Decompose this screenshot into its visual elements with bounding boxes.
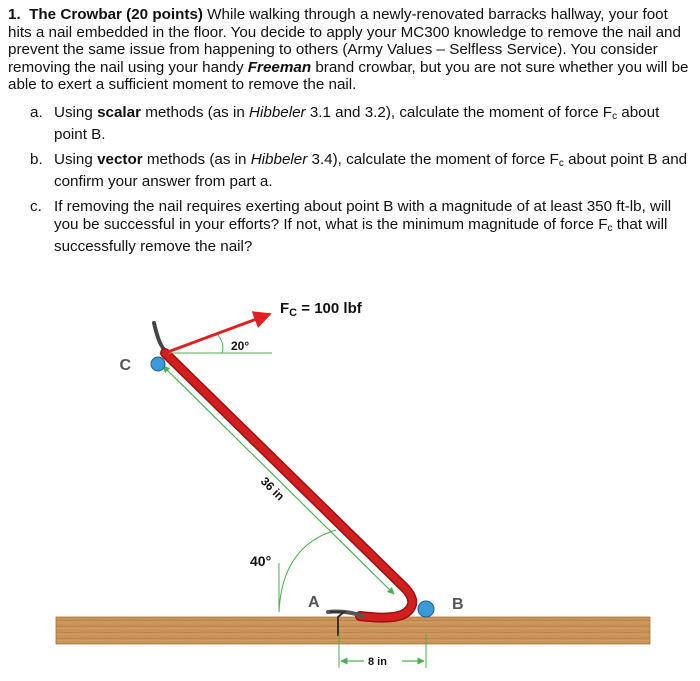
force-subscript: c xyxy=(612,110,618,122)
part-keyword: vector xyxy=(97,151,143,169)
crowbar-shaft xyxy=(165,353,412,618)
part-text: methods (as in xyxy=(140,103,250,121)
point-c-marker xyxy=(151,357,165,371)
part-text: methods (as in xyxy=(142,151,251,169)
floor xyxy=(56,617,650,644)
brand-name: Freeman xyxy=(247,58,312,76)
dimension-line-36in xyxy=(163,366,394,594)
angle-label-top: 20° xyxy=(231,339,250,353)
problem-number: 1. xyxy=(8,6,21,23)
textbook-name: Hibbeler xyxy=(250,151,308,169)
intro-text-1: While walking through a newly-renovated barracks hallway, your foot hits a nail embedded in the floor. You decide to apply your MC300 knowledge to remove the nail and prevent the same issue from happening to others (Army Values – Selfless Service). You consider removing the nail using your handy xyxy=(8,6,681,76)
point-c-label: C xyxy=(119,357,131,374)
length-label: 36 in xyxy=(257,474,288,504)
point-b-marker xyxy=(418,601,434,617)
part-letter: b. xyxy=(30,151,43,169)
base-length-label: 8 in xyxy=(368,656,387,668)
textbook-name: Hibbeler xyxy=(249,103,306,121)
force-label: $F_C = 100$ lbf xyxy=(280,300,362,319)
point-a-label: A xyxy=(308,594,320,611)
part-text: about point B. xyxy=(54,103,660,143)
part-letter: a. xyxy=(30,103,43,121)
force-subscript: c xyxy=(607,222,613,234)
angle-label-bottom: 40° xyxy=(250,553,272,569)
part-text: about point B and confirm your answer from part a. xyxy=(54,151,688,190)
angle-arc-top xyxy=(218,335,223,353)
part-text: Using xyxy=(54,151,98,169)
part-keyword: scalar xyxy=(97,103,141,121)
part-text: 3.4), calculate the moment of force F xyxy=(307,151,559,169)
part-text: that will successfully remove the nail? xyxy=(54,215,668,255)
part-letter: c. xyxy=(30,198,42,216)
part-text: Using xyxy=(54,103,98,121)
point-b-label: B xyxy=(452,596,464,613)
intro-text-2: brand crowbar, but you are not sure whether you will be able to exert a sufficient moment to remove the nail. xyxy=(8,58,689,94)
force-subscript: c xyxy=(558,158,564,170)
force-arrow xyxy=(165,314,270,353)
part-text: 3.1 and 3.2), calculate the moment of force F xyxy=(305,103,613,121)
crowbar-claw xyxy=(154,323,168,352)
problem-title: The Crowbar (20 points) xyxy=(29,6,203,23)
part-text: If removing the nail requires exerting about point B with a magnitude of at least 350 ft-lb, will you be successful in your efforts? If not, what is the minimum magnitude of force F xyxy=(54,198,672,233)
